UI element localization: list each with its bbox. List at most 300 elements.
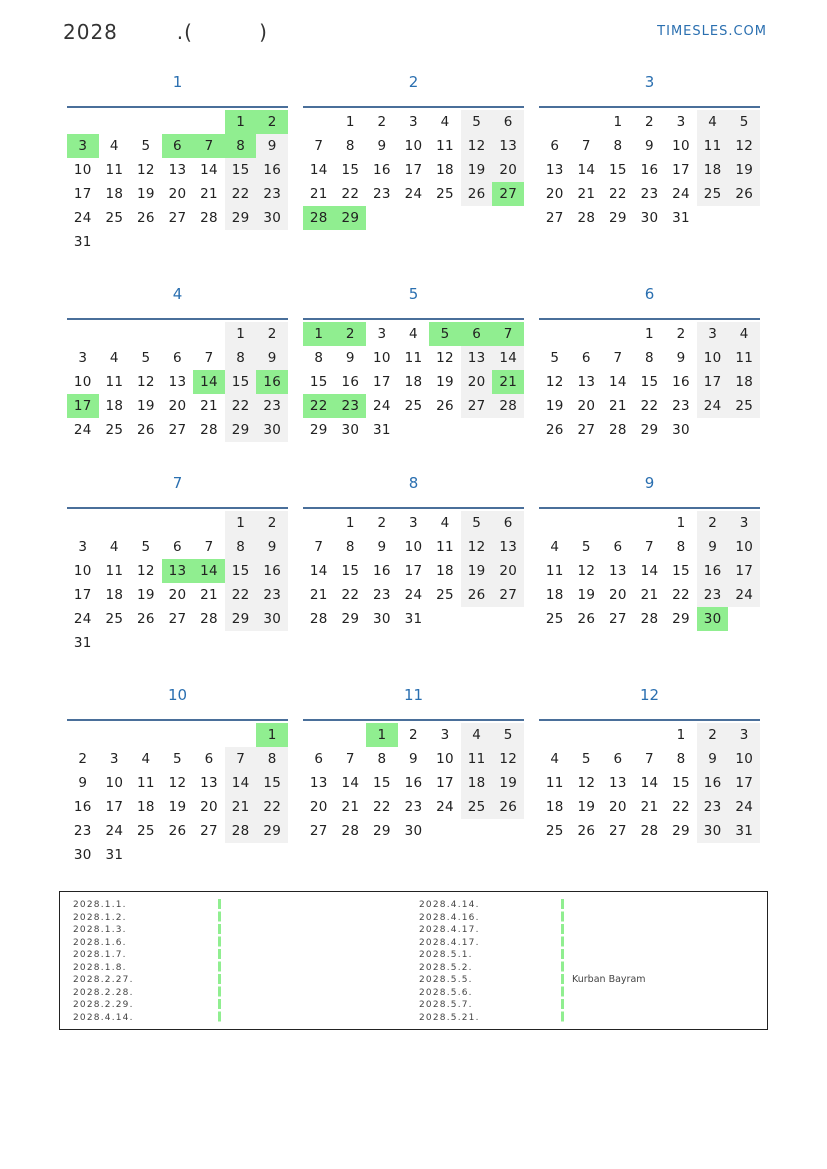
day-cell: 30: [73, 847, 92, 863]
day-cell: 10: [105, 775, 124, 791]
day-cell: 26: [545, 422, 564, 438]
day-cell: 24: [105, 823, 124, 839]
legend-date: 2028.1.3.: [73, 925, 127, 935]
day-cell: 14: [309, 162, 328, 178]
day-cell: 22: [256, 795, 288, 819]
day-cell: 31: [728, 819, 760, 843]
legend-date: 2028.5.6.: [419, 987, 473, 998]
day-cell: 17: [697, 370, 729, 394]
day-cell: 5: [492, 723, 524, 747]
day-cell: 5: [581, 539, 591, 555]
month-rule: [303, 318, 524, 320]
day-cell: 3: [440, 727, 450, 743]
day-cell: 20: [577, 398, 596, 414]
day-cell: 12: [436, 350, 454, 366]
day-cell: 21: [640, 587, 659, 603]
day-cell: 23: [404, 799, 423, 815]
empty-cell: [539, 723, 571, 747]
day-cell: 13: [461, 346, 493, 370]
empty-cell: [193, 322, 225, 346]
day-cell: 8: [225, 346, 257, 370]
day-cell: 9: [345, 350, 355, 366]
day-cell: 4: [550, 751, 560, 767]
legend-date: 2028.4.14.: [419, 900, 480, 910]
empty-cell: [99, 511, 131, 535]
day-cell: 10: [728, 535, 760, 559]
day-cell: 29: [225, 607, 257, 631]
day-cell: 3: [409, 114, 418, 130]
day-cell: 4: [550, 539, 560, 555]
day-cell: 31: [672, 210, 690, 226]
day-grid: [303, 110, 524, 230]
day-cell: 26: [728, 182, 760, 206]
legend-dates-left: [73, 899, 134, 1024]
day-cell: 22: [341, 587, 360, 603]
day-cell: 18: [461, 771, 493, 795]
day-cell: 29: [256, 819, 288, 843]
legend-date: 2028.1.7.: [73, 950, 127, 960]
day-cell: 12: [137, 162, 155, 178]
day-cell: 21: [640, 799, 659, 815]
empty-cell: [571, 322, 603, 346]
day-cell: 15: [341, 162, 360, 178]
day-cell: 18: [404, 374, 423, 390]
empty-cell: [571, 511, 603, 535]
day-cell: 16: [404, 775, 423, 791]
day-cell: 8: [314, 350, 324, 366]
day-cell: 3: [697, 322, 729, 346]
day-cell: 4: [440, 515, 450, 531]
day-cell: 20: [492, 158, 524, 182]
day-cell: 26: [137, 210, 155, 226]
day-cell: 9: [256, 134, 288, 158]
legend-dates-right: [419, 899, 480, 1024]
site-logo[interactable]: TIMESLES.COM: [657, 24, 767, 39]
empty-cell: [571, 110, 603, 134]
legend-date: 2028.1.2.: [73, 912, 127, 923]
day-cell: 17: [105, 799, 124, 815]
day-cell: 11: [436, 138, 454, 154]
page-title: 2028 .( ): [63, 20, 268, 44]
day-cell: 2: [697, 723, 729, 747]
day-cell: 25: [545, 611, 564, 627]
day-cell: 3: [728, 723, 760, 747]
day-cell: 19: [461, 559, 493, 583]
day-cell: 22: [672, 587, 690, 603]
holiday-day: 1: [366, 723, 398, 747]
day-cell: 3: [78, 539, 88, 555]
month-rule: [67, 507, 288, 509]
day-cell: 31: [105, 847, 124, 863]
month-10: [67, 679, 288, 867]
legend-date: 2028.4.14.: [73, 1012, 134, 1023]
day-cell: 19: [436, 374, 454, 390]
day-cell: 9: [377, 539, 387, 555]
month-title: 7: [172, 474, 183, 492]
empty-cell: [602, 723, 634, 747]
legend-holiday-name: [572, 949, 646, 962]
day-cell: 1: [645, 326, 654, 342]
day-cell: 31: [373, 422, 391, 438]
day-cell: 4: [141, 751, 151, 767]
day-cell: 6: [204, 751, 214, 767]
month-title: 11: [403, 686, 424, 704]
day-cell: 14: [609, 374, 627, 390]
day-cell: 13: [309, 775, 328, 791]
day-cell: 22: [225, 182, 257, 206]
month-title: 2: [408, 73, 419, 91]
day-cell: 16: [373, 162, 391, 178]
day-cell: 22: [640, 398, 659, 414]
empty-cell: [67, 110, 99, 134]
day-cell: 29: [609, 210, 627, 226]
day-cell: 8: [645, 350, 654, 366]
empty-cell: [130, 322, 162, 346]
day-cell: 9: [697, 535, 729, 559]
day-cell: 9: [409, 751, 418, 767]
day-cell: 13: [168, 374, 187, 390]
day-cell: 3: [409, 515, 418, 531]
day-cell: 22: [672, 799, 690, 815]
day-cell: 19: [728, 158, 760, 182]
day-cell: 17: [404, 162, 423, 178]
day-cell: 12: [137, 374, 155, 390]
day-cell: 16: [256, 158, 288, 182]
day-cell: 17: [73, 587, 92, 603]
day-cell: 7: [314, 539, 324, 555]
day-cell: 5: [141, 350, 151, 366]
day-cell: 16: [640, 162, 659, 178]
day-cell: 8: [256, 747, 288, 771]
day-cell: 12: [461, 134, 493, 158]
holiday-day: 6: [461, 322, 493, 346]
day-cell: 10: [697, 346, 729, 370]
legend-date: 2028.4.17.: [419, 925, 480, 935]
month-title: 1: [172, 73, 183, 91]
day-grid: [539, 110, 760, 230]
day-cell: 12: [728, 134, 760, 158]
day-cell: 14: [200, 162, 218, 178]
day-cell: 28: [200, 422, 218, 438]
day-grid: [303, 723, 524, 843]
empty-cell: [162, 322, 194, 346]
day-cell: 20: [168, 186, 187, 202]
day-cell: 15: [225, 370, 257, 394]
holiday-day: 1: [303, 322, 335, 346]
day-cell: 25: [105, 611, 124, 627]
day-cell: 6: [613, 539, 623, 555]
month-rule: [67, 318, 288, 320]
day-cell: 5: [141, 138, 151, 154]
day-grid: [67, 723, 288, 867]
day-cell: 11: [105, 563, 124, 579]
legend-date: 2028.5.5.: [419, 975, 473, 985]
day-cell: 3: [109, 751, 119, 767]
day-cell: 24: [728, 583, 760, 607]
day-cell: 7: [345, 751, 355, 767]
month-rule: [303, 507, 524, 509]
day-cell: 24: [436, 799, 454, 815]
day-cell: 3: [78, 350, 88, 366]
month-8: [303, 467, 524, 631]
day-cell: 1: [225, 322, 257, 346]
day-cell: 26: [492, 795, 524, 819]
day-grid: [303, 511, 524, 631]
day-cell: 23: [73, 823, 92, 839]
empty-cell: [193, 723, 225, 747]
day-cell: 4: [109, 138, 119, 154]
day-cell: 28: [609, 422, 627, 438]
day-cell: 24: [373, 398, 391, 414]
day-cell: 16: [73, 799, 92, 815]
day-cell: 23: [697, 583, 729, 607]
day-cell: 9: [256, 535, 288, 559]
day-grid: [67, 322, 288, 442]
day-cell: 22: [225, 394, 257, 418]
day-cell: 6: [492, 110, 524, 134]
day-grid: [539, 322, 760, 442]
day-cell: 13: [545, 162, 564, 178]
day-cell: 23: [640, 186, 659, 202]
day-cell: 27: [609, 823, 627, 839]
day-cell: 24: [697, 394, 729, 418]
holiday-day: 6: [162, 134, 194, 158]
month-7: [67, 467, 288, 655]
day-cell: 14: [341, 775, 360, 791]
month-1: [67, 66, 288, 254]
day-cell: 19: [168, 799, 187, 815]
day-cell: 5: [728, 110, 760, 134]
month-title: 9: [644, 474, 655, 492]
day-cell: 19: [577, 799, 596, 815]
day-cell: 29: [672, 823, 690, 839]
day-cell: 5: [173, 751, 182, 767]
day-cell: 2: [256, 511, 288, 535]
day-cell: 7: [645, 751, 654, 767]
day-cell: 17: [404, 563, 423, 579]
day-cell: 2: [645, 114, 654, 130]
holiday-day: 27: [492, 182, 524, 206]
day-cell: 30: [256, 607, 288, 631]
empty-cell: [162, 723, 194, 747]
day-cell: 31: [404, 611, 423, 627]
day-cell: 19: [492, 771, 524, 795]
day-cell: 20: [309, 799, 328, 815]
day-cell: 10: [73, 374, 92, 390]
empty-cell: [602, 322, 634, 346]
day-cell: 11: [105, 162, 124, 178]
day-cell: 21: [309, 587, 328, 603]
holiday-day: 13: [162, 559, 194, 583]
holiday-day: 30: [697, 607, 729, 631]
legend-date: 2028.1.8.: [73, 962, 127, 973]
day-cell: 8: [345, 539, 355, 555]
day-cell: 5: [141, 539, 151, 555]
month-9: [539, 467, 760, 631]
empty-cell: [335, 723, 367, 747]
day-cell: 1: [345, 515, 355, 531]
day-cell: 4: [109, 539, 119, 555]
empty-cell: [130, 723, 162, 747]
day-cell: 21: [609, 398, 627, 414]
day-cell: 18: [436, 563, 454, 579]
day-cell: 12: [545, 374, 564, 390]
month-rule: [539, 318, 760, 320]
day-cell: 23: [373, 587, 391, 603]
day-cell: 26: [137, 422, 155, 438]
day-cell: 23: [373, 186, 391, 202]
day-cell: 14: [640, 775, 659, 791]
day-cell: 14: [309, 563, 328, 579]
day-cell: 2: [697, 511, 729, 535]
day-cell: 27: [577, 422, 596, 438]
day-cell: 27: [168, 611, 187, 627]
day-cell: 18: [697, 158, 729, 182]
day-cell: 26: [168, 823, 187, 839]
empty-cell: [130, 110, 162, 134]
day-cell: 7: [613, 350, 623, 366]
month-title: 3: [644, 73, 655, 91]
month-2: [303, 66, 524, 230]
day-cell: 20: [168, 398, 187, 414]
day-cell: 21: [200, 186, 218, 202]
holiday-day: 14: [193, 559, 225, 583]
day-cell: 27: [492, 583, 524, 607]
day-cell: 5: [581, 751, 591, 767]
empty-cell: [303, 723, 335, 747]
day-cell: 30: [373, 611, 391, 627]
day-cell: 21: [225, 795, 257, 819]
day-cell: 29: [225, 206, 257, 230]
day-cell: 23: [672, 398, 690, 414]
day-cell: 13: [168, 162, 187, 178]
day-cell: 28: [309, 611, 328, 627]
day-cell: 22: [341, 186, 360, 202]
day-cell: 5: [461, 110, 493, 134]
day-cell: 14: [640, 563, 659, 579]
day-cell: 13: [609, 775, 627, 791]
day-cell: 1: [676, 515, 686, 531]
empty-cell: [571, 723, 603, 747]
empty-cell: [539, 511, 571, 535]
day-cell: 14: [225, 771, 257, 795]
day-cell: 9: [645, 138, 654, 154]
day-cell: 7: [645, 539, 654, 555]
day-cell: 27: [461, 394, 493, 418]
holiday-day: 2: [335, 322, 367, 346]
day-cell: 17: [672, 162, 690, 178]
month-title: 4: [172, 285, 183, 303]
day-cell: 28: [225, 819, 257, 843]
day-cell: 27: [168, 422, 187, 438]
day-cell: 4: [728, 322, 760, 346]
day-cell: 15: [672, 563, 690, 579]
month-rule: [67, 106, 288, 108]
day-cell: 13: [492, 535, 524, 559]
day-cell: 25: [697, 182, 729, 206]
day-cell: 24: [73, 422, 92, 438]
day-cell: 28: [577, 210, 596, 226]
day-cell: 11: [728, 346, 760, 370]
day-cell: 7: [204, 350, 214, 366]
day-cell: 31: [73, 635, 92, 651]
holiday-day: 8: [225, 134, 257, 158]
day-cell: 7: [581, 138, 591, 154]
day-cell: 24: [404, 186, 423, 202]
empty-cell: [303, 511, 335, 535]
empty-cell: [162, 110, 194, 134]
month-rule: [539, 507, 760, 509]
empty-cell: [99, 723, 131, 747]
day-cell: 26: [137, 611, 155, 627]
legend-marker-right: [561, 899, 564, 1023]
day-cell: 29: [309, 422, 328, 438]
legend-date: 2028.4.16.: [419, 912, 480, 923]
day-cell: 17: [436, 775, 454, 791]
day-cell: 9: [377, 138, 387, 154]
day-cell: 15: [640, 374, 659, 390]
day-cell: 5: [550, 350, 560, 366]
empty-cell: [130, 511, 162, 535]
day-cell: 18: [105, 398, 124, 414]
holiday-legend: [59, 891, 768, 1030]
day-cell: 16: [341, 374, 360, 390]
day-cell: 26: [461, 583, 493, 607]
empty-cell: [193, 110, 225, 134]
day-cell: 29: [373, 823, 391, 839]
day-cell: 28: [640, 823, 659, 839]
day-cell: 1: [345, 114, 355, 130]
day-cell: 12: [577, 563, 596, 579]
day-cell: 15: [225, 158, 257, 182]
day-cell: 12: [168, 775, 187, 791]
day-cell: 8: [225, 535, 257, 559]
month-title: 12: [639, 686, 660, 704]
day-grid: [67, 511, 288, 655]
day-cell: 12: [492, 747, 524, 771]
legend-names-right: [572, 899, 646, 1024]
day-cell: 7: [225, 747, 257, 771]
empty-cell: [67, 723, 99, 747]
empty-cell: [225, 723, 257, 747]
day-cell: 24: [73, 611, 92, 627]
day-cell: 15: [672, 775, 690, 791]
holiday-day: 16: [256, 370, 288, 394]
month-rule: [303, 106, 524, 108]
day-cell: 7: [204, 539, 214, 555]
day-cell: 8: [377, 751, 387, 767]
day-cell: 14: [492, 346, 524, 370]
day-cell: 30: [404, 823, 423, 839]
empty-cell: [99, 110, 131, 134]
day-cell: 23: [256, 182, 288, 206]
day-cell: 20: [492, 559, 524, 583]
day-cell: 23: [256, 394, 288, 418]
month-11: [303, 679, 524, 843]
day-cell: 25: [545, 823, 564, 839]
day-cell: 13: [200, 775, 218, 791]
day-cell: 18: [137, 799, 155, 815]
day-cell: 9: [256, 346, 288, 370]
day-cell: 12: [137, 563, 155, 579]
day-cell: 11: [461, 747, 493, 771]
day-cell: 25: [436, 587, 454, 603]
holiday-day: 28: [303, 206, 335, 230]
day-cell: 20: [609, 799, 627, 815]
empty-cell: [303, 110, 335, 134]
day-cell: 4: [109, 350, 119, 366]
day-cell: 20: [545, 186, 564, 202]
